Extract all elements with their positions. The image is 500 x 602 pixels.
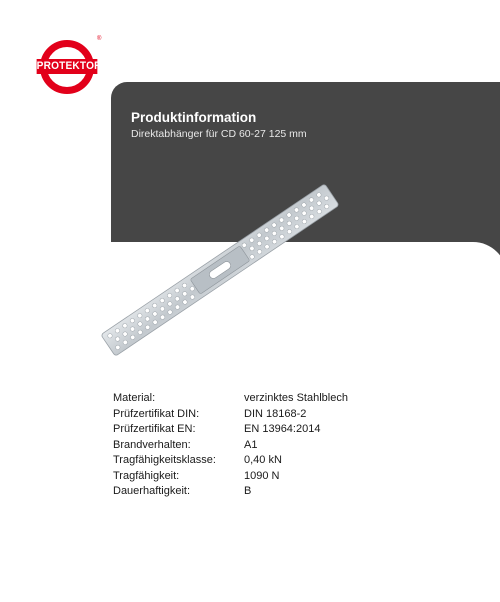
spec-value: B: [244, 485, 252, 497]
spec-label: Material:: [113, 392, 156, 404]
spec-row: [113, 484, 413, 500]
spec-value: verzinktes Stahlblech: [244, 392, 348, 404]
spec-row: [113, 469, 413, 485]
spec-value: 1090 N: [244, 469, 280, 482]
spec-label: Brandverhalten:: [113, 438, 191, 451]
registered-mark: ®: [97, 36, 102, 42]
page-title: Produktinformation: [131, 110, 257, 125]
spec-row: [113, 453, 413, 469]
spec-label: Tragfähigkeitsklasse:: [113, 454, 216, 466]
logo-wordmark: PROTEKTOR: [36, 60, 102, 72]
spec-value: EN 13964:2014: [244, 423, 321, 435]
spec-row: [113, 391, 413, 407]
spec-row: [113, 438, 413, 454]
spec-label: Tragfähigkeit:: [113, 469, 180, 482]
spec-row: [113, 407, 413, 423]
spec-value: DIN 18168-2: [244, 407, 307, 420]
spec-label: Prüfzertifikat EN:: [113, 423, 196, 435]
spec-label: Dauerhaftigkeit:: [113, 485, 191, 497]
spec-list: [113, 391, 413, 500]
spec-value: A1: [244, 438, 258, 451]
direct-hanger-image: [90, 160, 350, 380]
spec-label: Prüfzertifikat DIN:: [113, 407, 200, 420]
spec-value: 0,40 kN: [244, 454, 282, 466]
product-subtitle: Direktabhänger für CD 60-27 125 mm: [131, 128, 307, 140]
spec-row: [113, 422, 413, 438]
protektor-logo: [38, 38, 102, 102]
